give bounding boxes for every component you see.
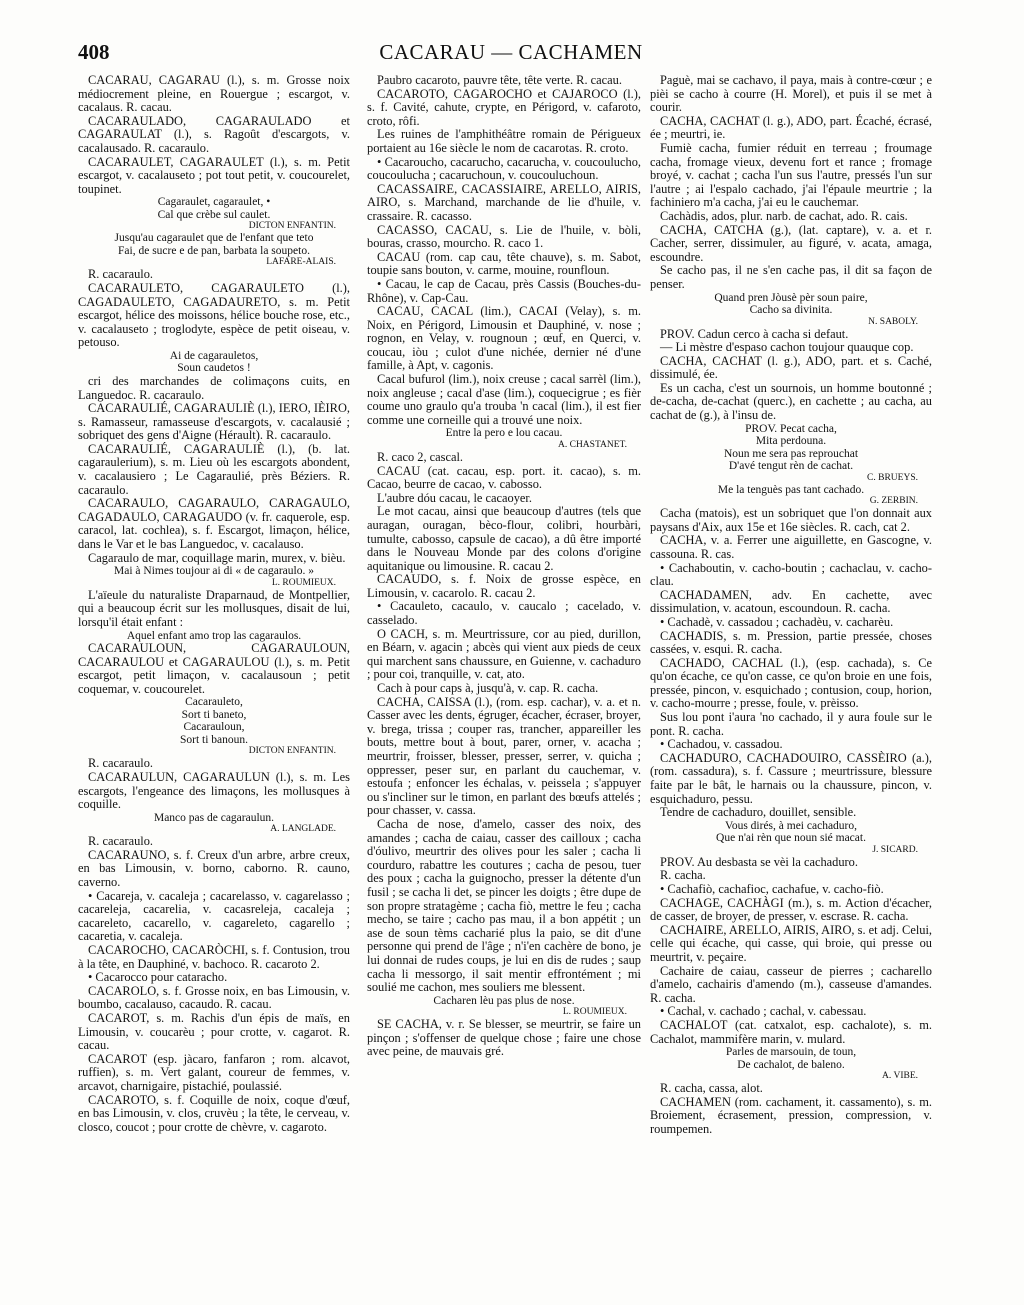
dictionary-entry: Cach à pour caps à, jusqu'à, v. cap. R. cacha. (377, 681, 599, 696)
dictionary-entry: CACHA, CACHAT (l. g.), ADO, part. Écaché, écrasé, ée ; meurtri, ie. (650, 113, 932, 142)
verse-quote: Noun me sera pas reprouchat (723, 447, 859, 460)
dictionary-entry: • Cachafiò, cachafioc, cachafue, v. cacho-fiò. (660, 882, 884, 896)
verse-quote: Entre la pero e lou cacau. (445, 427, 563, 440)
dictionary-entry: CACHAGE, CACHÀGI (m.), s. m. Action d'écacher, de casser, de broyer, de presser, v. escrase. R. cacha. (650, 895, 932, 924)
quote-source: L. ROUMIEUX. (562, 1007, 627, 1018)
dictionary-entry: CACARAULET, CAGARAULET (l.), s. m. Petit escargot, v. cacalauseto ; pot tout petit, v. coucourelet, toupinet. (78, 154, 350, 196)
page-number: 408 (78, 40, 110, 64)
dictionary-entry: • Cachal, v. cachado ; cachal, v. cabessau. (660, 1004, 867, 1019)
dictionary-entry: CACAROT (esp. jàcaro, fanfaron ; rom. alcavot, ruffien), s. m. Vert galant, coureur de femmes, v. arcavot, charnigaire, pistachié, poulassié. (78, 1051, 350, 1093)
dictionary-entry: CACHADAMEN, adv. En cachette, avec dissimulation, v. acatoun, escoundoun. R. cacha. (650, 587, 932, 616)
dictionary-entry: CACARAUNO, s. f. Creux d'un arbre, arbre creux, en bas Limousin, v. borno, caborno. R. cauno, caverno. (78, 847, 350, 890)
verse-quote: Me la tenguès pas tant cachado. (717, 483, 865, 496)
verse-quote: Fai, de sucre e de pan, barbata la soupeto. (118, 244, 310, 257)
dictionary-entry: — Li mèstre d'espaso cachon toujour quauque cop. (660, 340, 914, 355)
dictionary-entry: CACHALOT (cat. catxalot, esp. cachalote), s. m. Cachalot, mammifère marin, v. mulard. (650, 1017, 932, 1046)
dictionary-entry: Le mot cacau, ainsi que beaucoup d'autres (tels que auragan, ouragan, bèco-flour, colibri, hourbàri, tumulte, cabosso, capsule de cacao), a dû être importé dans le Nouveau Monde par des colons d'origine aquitanique ou limousine. R. cacau 2. (367, 504, 641, 573)
quote-source: J. SICARD. (872, 844, 918, 855)
dictionary-entry: CACARAULOUN, CAGARAULOUN, CACARAULOU et CAGARAULOU (l.), s. m. Petit escargot, petit limaçon, v. cacalausoun ; petit coquemar, v. coucourelet. (78, 641, 350, 696)
dictionary-entry: O CACH, s. m. Meurtrissure, cor au pied, durillon, en Béarn, v. agacin ; abcès qui vient aux pieds de ceux qui marchent sans chaussure, en Guienne, v. cachaduro ; pour coi, tranquille, v. cat, ato. (367, 626, 641, 682)
quote-source: A. VIBE. (882, 1071, 918, 1082)
verse-quote: D'avé tengut rèn de cachat. (728, 460, 854, 473)
dictionary-entry: CACARAULETO, CAGARAULETO (l.), CAGADAULETO, CAGADAURETO, s. m. Petit escargot, hélice des moissons, hélice bouche rose, etc., v. cacalauseto ; troglodyte, espèce de petit oiseau, v. petouso. (78, 280, 350, 350)
dictionary-entry: CACAROTO, CAGAROCHO et CAJAROCO (l.), s. f. Cavité, cahute, crypte, en Périgord, v. cafaroto, croto, rôfi. (367, 86, 641, 128)
dictionary-entry: CACHADO, CACHAL (l.), (esp. cachada), s. Ce qu'on écache, ce qu'on casse, ce qu'on broie en une fois, pressée, pincon, v. esquichado ; contusion, coup, horion, v. cacho-mourre ; presse, foule, v. prèisso. (650, 655, 932, 711)
dictionary-entry: CACARAULUN, CAGARAULUN (l.), s. m. Les escargots, l'engeance des limaçons, les mollusques à coquille. (78, 769, 350, 812)
verse-quote: Cal que crèbe sul caulet. (157, 208, 271, 221)
dictionary-entry: CACARAULADO, CAGARAULADO et CAGARAULAT (l.), s. Ragoût d'escargots, v. cacalausado. R. cacaraulo. (78, 113, 350, 155)
dictionary-entry: Paguè, mai se cachavo, il paya, mais à contre-cœur ; e pièi se cacho à courre (H. Morel), et puis il se met à courir. (650, 73, 932, 115)
dictionary-entry: Cachàdis, ados, plur. narb. de cachat, ado. R. cais. (660, 208, 908, 223)
verse-quote: Jusqu'au cagaraulet que de l'enfant que teto (114, 232, 314, 245)
dictionary-entry: L'aïeule du naturaliste Draparnaud, de Montpellier, qui a beaucoup écrit sur les mollusques, disait de lui, lorsqu'il était enfant : (78, 587, 350, 629)
dictionary-entry: • Cacauleto, cacaulo, v. caucalo ; cacelado, v. casselado. (367, 599, 641, 628)
verse-quote: PROV. Pecat cacha, (745, 422, 837, 435)
column-middle (367, 74, 641, 1059)
verse-quote: De cachalot, de baleno. (737, 1058, 845, 1071)
verse-quote: Sort ti banoun. (179, 733, 249, 746)
verse-quote: Manco pas de cagaraulun. (153, 811, 275, 824)
dictionary-entry: Se cacho pas, il ne s'en cache pas, il dit sa façon de penser. (650, 263, 932, 291)
dictionary-entry: Cacha de nose, d'amelo, casser des noix, des amandes ; cacha de caiau, casser des cailloux ; cacha d'óulivo, meurtrir des olives pour les saler ; cacha li courduro, rabattre les coutures ; cacha de pesou, tuer des poux ; cacha la guignocho, presser la détente d'un fusil ; se cacha li det, se pincer les doigts ; être dupe de son propre stratagème ; cacha fiò, mettre le feu ; cacha mecho, se taire ; cacho pas mau, il a bon appétit ; un ase de soun tèms cacharié plus la paio, se dit d'une personne qui prend de l'âge ; n'i'en cachère de bono, je lui donnai de rudes coups, je lui en dis de rudes ; saup cacha li messorgo, il sait mentir effrontément ; mi soulié me cachon, mes souliers me blessent. (367, 816, 641, 995)
dictionary-entry: Les ruines de l'amphithéâtre romain de Périgueux portaient au 16e siècle le nom de cacarotas. R. croto. (367, 127, 641, 155)
dictionary-entry: CACAU (rom. cap cau, tête chauve), s. m. Sabot, toupie sans bouton, v. carme, mouine, rounfloun. (367, 249, 641, 278)
dictionary-entry: CACARAU, CAGARAU (l.), s. m. Grosse noix médiocrement pleine, en Rouergue ; escargot, v. cacalaus. R. cacau. (78, 73, 350, 115)
dictionary-entry: R. caco 2, cascal. (377, 449, 464, 464)
dictionary-entry: CACHAIRE, ARELLO, AIRIS, AIRO, s. et adj. Celui, celle qui écache, qui casse, qui broie, qui presse ou meurtrit, v. peçaire. (650, 922, 932, 964)
dictionary-entry: R. cacha, cassa, alot. (660, 1081, 763, 1096)
verse-quote: Soun caudetos ! (177, 362, 251, 375)
dictionary-entry: CACASSAIRE, CACASSIAIRE, ARELLO, AIRIS, AIRO, s. Marchand, marchande de lie d'huile, v. crassaire. R. cacasso. (367, 181, 641, 223)
dictionary-entry: CACHA, v. a. Ferrer une aiguillette, en Gascogne, v. cassouna. R. cas. (650, 533, 932, 561)
dictionary-entry: • Cacaroucho, cacarucho, cacarucha, v. coucoulucho, coucoulucha ; cacaruchoun, v. coucouluchoun. (367, 154, 641, 183)
dictionary-entry: Tendre de cachaduro, douillet, sensible. (660, 805, 857, 820)
dictionary-entry: CACHAMEN (rom. cachament, it. cassamento), s. m. Broiement, écrasement, pression, compression, v. roumpemen. (650, 1094, 932, 1136)
dictionary-entry: CACHADURO, CACHADOUIRO, CASSÈIRO (a.), (rom. cassadura), s. f. Cassure ; meurtrissure, blessure faite par le bât, le harnais ou la chaussure, pincon, v. esquichaduro, pessu. (650, 750, 932, 806)
dictionary-entry: CACAROT, s. m. Rachis d'un épis de maïs, en Limousin, v. coucarèu ; pour crotte, v. cagarot. R. cacau. (78, 1010, 350, 1053)
dictionary-entry: Cachaire de caiau, casseur de pierres ; cacharello d'amelo, cachairis d'amendo (m.), casseuse d'amandes. R. cacha. (650, 963, 932, 1005)
dictionary-entry: R. cacaraulo. (88, 756, 154, 771)
column-left (78, 74, 350, 1134)
dictionary-entry: CACHADIS, s. m. Pression, partie pressée, choses cassées, v. esqui. R. cacha. (650, 628, 932, 657)
dictionary-entry: Fumiè cacha, fumier réduit en terreau ; froumage cacha, fromage vieux, devenu fort et rance ; fromage broyé, v. cachat ; cacha l'un sus l'autre, pressés l'un sur l'autre ; ai l'espalo cachado, j'ai l'épaule meurtrie ; la fachiniero m'a cacha, j'ai eu le cauchemar. (650, 140, 932, 210)
dictionary-entry: Paubro cacaroto, pauvre tête, tête verte. R. cacau. (377, 73, 622, 87)
verse-quote: Quand pren Jòusè pèr soun paire, (714, 291, 868, 304)
dictionary-entry: SE CACHA, v. r. Se blesser, se meurtrir, se faire un pinçon ; s'offenser de quelque chose ; faire une chose avec peine, de mauvais gré. (367, 1017, 641, 1059)
verse-quote: Sort ti baneto, (181, 708, 247, 721)
quote-source: DICTON ENFANTIN. (248, 746, 336, 757)
verse-quote: Cagaraulet, cagaraulet, • (157, 196, 271, 209)
dictionary-entry: • Cachadou, v. cassadou. (660, 737, 783, 752)
dictionary-entry: PROV. Cadun cerco à cacha si defaut. (660, 326, 849, 341)
dictionary-entry: PROV. Au desbasta se vèi la cachaduro. (660, 854, 858, 869)
dictionary-entry: cri des marchandes de colimaçons cuits, en Languedoc. R. cacaraulo. (78, 373, 350, 402)
dictionary-entry: R. cacaraulo. (88, 834, 154, 849)
dictionary-entry: Cagaraulo de mar, coquillage marin, murex, v. bièu. (88, 550, 346, 565)
quote-source: G. ZERBIN. (869, 496, 918, 507)
dictionary-entry: L'aubre dóu cacau, le cacaoyer. (377, 490, 532, 505)
dictionary-entry: CACHA, CACHAT (l. g.), ADO, part. et s. Caché, dissimulé, ée. (650, 353, 932, 382)
dictionary-entry: • Cacau, le cap de Cacau, près Cassis (Bouches-du-Rhône), v. Cap-Cau. (367, 276, 641, 305)
dictionary-entry: CACARAULIÉ, CAGARAULIÈ (l.), IERO, IÈIRO, s. Ramasseur, ramasseuse d'escargots, v. cacalausié ; sobriquet des gens d'Aigne (Hérault). R. cacaraulo. (78, 401, 350, 443)
verse-quote: Vous dirés, à mei cachaduro, (725, 819, 857, 832)
verse-quote: Mita perdouna. (755, 435, 827, 448)
page-header (78, 40, 944, 70)
verse-quote: Cacarauloun, (183, 721, 245, 734)
dictionary-entry: CACASSO, CACAU, s. Lie de l'huile, v. bòli, bouras, crasso, mourcho. R. caco 1. (367, 222, 641, 251)
quote-source: A. CHASTANET. (558, 439, 627, 450)
verse-quote: Ai de cagarauletos, (169, 349, 259, 362)
verse-quote: Cacharen lèu pas plus de nose. (433, 994, 575, 1007)
dictionary-entry: Cacal bufurol (lim.), noix creuse ; cacal sarrèl (lim.), noix angleuse ; cacal d'ase (lim.), coquecigrue ; es fièr coume uno graulo qu'a trouba 'n cacal (lim.), il est fier comme une corneille qui a trouvé une noix. (367, 372, 641, 427)
quote-source: DICTON ENFANTIN. (248, 221, 336, 232)
running-head: CACARAU — CACHAMEN (379, 40, 643, 64)
quote-source: N. SABOLY. (868, 316, 918, 327)
quote-source: C. BRUEYS. (867, 472, 918, 483)
dictionary-entry: CACARAULIÉ, CAGARAULIÈ (l.), (b. lat. cagaraulerium), s. m. Lieu où les escargots abondent, v. cacalausiero ; Le Cagaraulié, près Béziers. R. cacaraulo. (78, 441, 350, 497)
quote-source: L. ROUMIEUX. (271, 577, 336, 588)
dictionary-entry: CACHA, CAISSA (l.), (rom. esp. cachar), v. a. et n. Casser avec les dents, égruger, écacher, écraser, broyer, v. brega, trissa ; couper ras, trancher, appareiller les bouts, mettre bout à bout, parer, orner, v. acacha ; meurtrir, froisser, blesser, presser, serrer, v. quicha ; oppresser, peser sur, en parlant du cauchemar, v. estoufa ; enfoncer les échalas, v. peissela ; s'appuyer ou s'incliner sur le timon, en parlant des bœufs attelés ; pour chasser, v. cassa. (367, 694, 641, 818)
dictionary-entry: Sus lou pont i'aura 'no cachado, il y aura foule sur le pont. R. cacha. (650, 710, 932, 738)
dictionary-entry: CACARAULO, CAGARAULO, CARAGAULO, CAGADAULO, CARAGAUDO (v. fr. caquerole, esp. caracol, lat. cochlea), s. f. Escargot, limaçon, hélice, dans le Var et le bas Languedoc, v. cacalauso. (78, 496, 350, 552)
dictionary-entry: CACHA, CATCHA (g.), (lat. captare), v. a. et r. Cacher, serrer, dissimuler, au figuré, v. acata, amaga, escoundre. (650, 222, 932, 264)
verse-quote: Mai à Nimes toujour ai di « de cagaraulo. » (114, 565, 314, 578)
verse-quote: Parles de marsouin, de toun, (725, 1046, 857, 1059)
quote-source: LAFARE-ALAIS. (266, 257, 336, 268)
column-right (650, 74, 932, 1137)
dictionary-entry: CACAROLO, s. f. Grosse noix, en bas Limousin, v. boumbo, cacalauso, cacaudo. R. cacau. (78, 983, 350, 1012)
dictionary-entry: • Cacarocco pour cataracho. (88, 970, 228, 985)
dictionary-entry: • Cachaboutin, v. cacho-boutin ; cachaclau, v. cacho-clau. (650, 560, 932, 589)
dictionary-entry: Cacha (matois), est un sobriquet que l'on donnait aux paysans d'Aix, aux 15e et 16e siècles. R. cach, cat 2. (650, 506, 932, 534)
dictionary-entry: CACAU, CACAL (lim.), CACAI (Velay), s. m. Noix, en Périgord, Limousin et Dauphiné, v. nose ; rognon, en Velay, v. rougnoun ; œuf, en Querci, v. coucau, iòu ; culot d'une nichée, dernier né d'une famille, à Apt, v. cagonis. (367, 304, 641, 373)
dictionary-entry: R. cacaraulo. (88, 267, 154, 282)
verse-quote: Que n'ai rèn que noun sié macat. (716, 832, 866, 845)
dictionary-entry: • Cachadè, v. cassadou ; cachadèu, v. cacharèu. (660, 614, 894, 629)
dictionary-entry: CACAROCHO, CACARÒCHI, s. f. Contusion, trou à la tête, en Dauphiné, v. bachoco. R. cacaroto 2. (78, 943, 350, 971)
verse-quote: Cacho sa divinita. (749, 304, 833, 316)
dictionary-entry: R. cacha. (660, 868, 706, 883)
dictionary-entry: CACAUDO, s. f. Noix de grosse espèce, en Limousin, v. cacarolo. R. cacau 2. (367, 572, 641, 600)
verse-quote: Cacarauleto, (185, 696, 243, 709)
verse-quote: Aquel enfant amo trop las cagaraulos. (126, 629, 302, 642)
dictionary-entry: CACAU (cat. cacau, esp. port. it. cacao), s. m. Cacao, beurre de cacao, v. cabosso. (367, 463, 641, 492)
dictionary-entry: CACAROTO, s. f. Coquille de noix, coque d'œuf, en bas Limousin, v. clos, cruvèu ; la tête, le cerveau, v. closco, coucot ; pour crotte de chèvre, v. cagaroto. (78, 1092, 350, 1134)
dictionary-entry: • Cacareja, v. cacaleja ; cacarelasso, v. cagarelasso ; cacareleja, cacarelia, v. cacasreleja, cacaleja ; cacareleto, cacarello, v. cagareleto, cagarello ; cacaretia, v. cacaleja. (78, 888, 350, 944)
quote-source: A. LANGLADE. (270, 824, 336, 835)
dictionary-entry: Es un cacha, c'est un sournois, un homme boutonné ; de-cacha, de-cachat (querc.), en cachette ; au cacha, au cachat de (g.), à l'insu de. (650, 380, 932, 423)
